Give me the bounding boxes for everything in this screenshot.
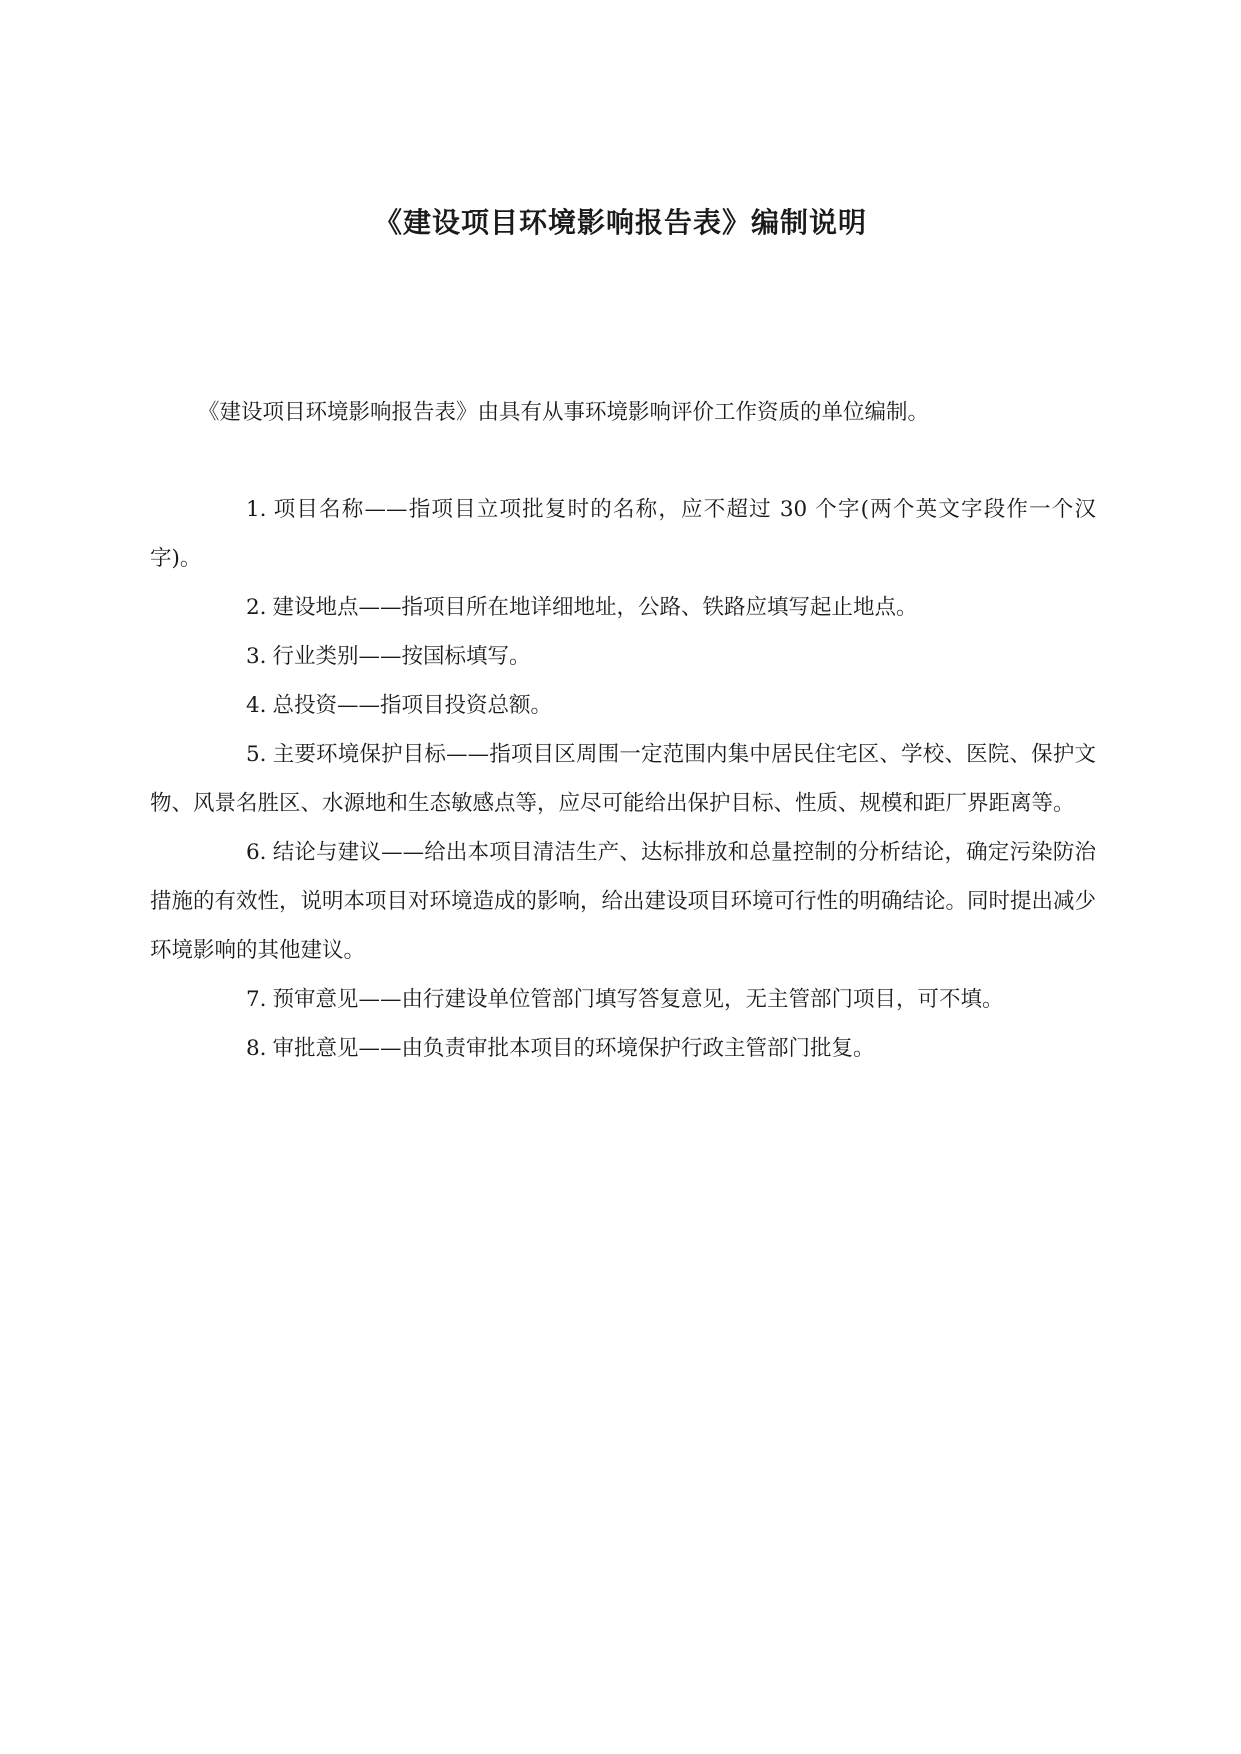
item-number: 2.	[246, 595, 267, 620]
item-text: 结论与建议——给出本项目清洁生产、达标排放和总量控制的分析结论，确定污染防治措施的有效性，说明本项目对环境造成的影响，给出建设项目环境可行性的明确结论。同时提出减少环境影响的其他建议。	[150, 840, 1097, 963]
intro-paragraph: 《建设项目环境影响报告表》由具有从事环境影响评价工作资质的单位编制。	[198, 400, 930, 425]
list-item	[150, 975, 1096, 1024]
item-text: 总投资——指项目投资总额。	[272, 693, 553, 718]
list-item	[150, 632, 1096, 681]
item-text: 项目名称——指项目立项批复时的名称，应不超过 30 个字(两个英文字段作一个汉字)。	[150, 497, 1096, 571]
item-number: 6.	[246, 840, 267, 865]
instruction-list	[150, 485, 1096, 1073]
list-item	[150, 681, 1096, 730]
item-text: 建设地点——指项目所在地详细地址，公路、铁路应填写起止地点。	[272, 595, 918, 620]
item-number: 3.	[246, 644, 267, 669]
item-text: 预审意见——由行建设单位管部门填写答复意见，无主管部门项目，可不填。	[272, 987, 1004, 1012]
item-number: 5.	[246, 742, 267, 767]
item-number: 7.	[246, 987, 267, 1012]
list-item	[150, 828, 1096, 975]
item-text: 行业类别——按国标填写。	[272, 644, 531, 669]
list-item	[150, 485, 1096, 583]
item-text: 审批意见——由负责审批本项目的环境保护行政主管部门批复。	[272, 1036, 875, 1061]
item-number: 4.	[246, 693, 267, 718]
item-text: 主要环境保护目标——指项目区周围一定范围内集中居民住宅区、学校、医院、保护文物、风景名胜区、水源地和生态敏感点等，应尽可能给出保护目标、性质、规模和距厂界距离等。	[150, 742, 1096, 816]
item-number: 8.	[246, 1036, 267, 1061]
list-item	[150, 730, 1096, 828]
item-number: 1.	[246, 497, 267, 522]
list-item	[150, 583, 1096, 632]
list-item	[150, 1024, 1096, 1073]
document-title: 《建设项目环境影响报告表》编制说明	[373, 206, 867, 239]
